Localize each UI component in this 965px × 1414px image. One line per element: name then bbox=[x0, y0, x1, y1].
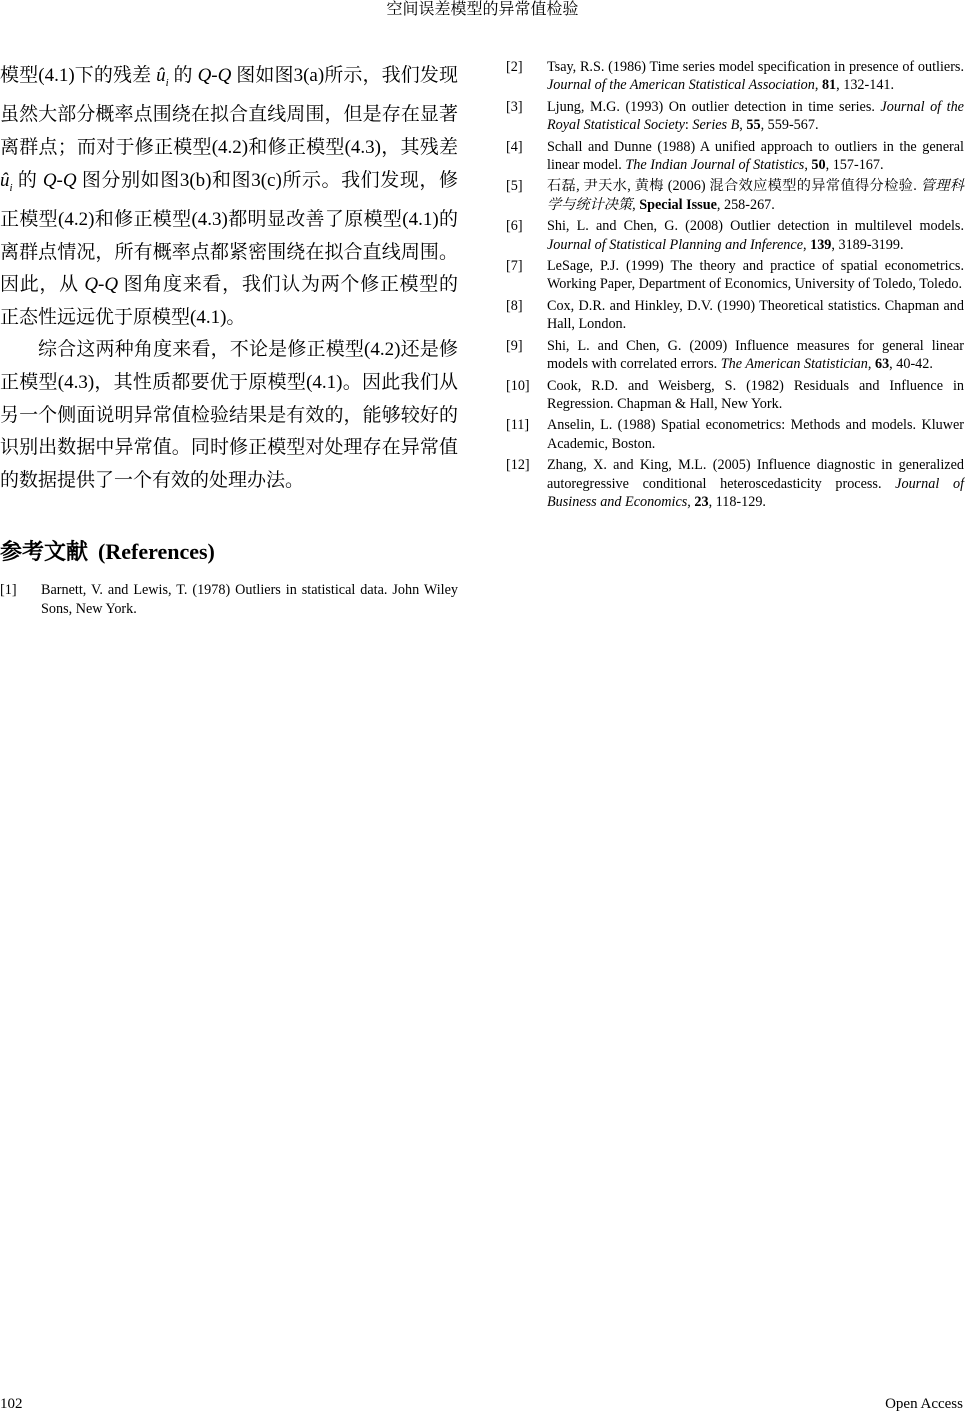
reference-text bbox=[547, 138, 964, 175]
reference-bold: 63 bbox=[874, 356, 890, 373]
reference-number: [3] bbox=[506, 98, 523, 115]
reference-italic: Journal of the American Statistical Association bbox=[547, 77, 815, 94]
italic-run: Q-Q bbox=[197, 65, 232, 86]
reference-run: , 258-267. bbox=[716, 196, 775, 213]
reference-run: , bbox=[804, 157, 812, 174]
italic-run: Q-Q bbox=[42, 169, 77, 191]
reference-text bbox=[547, 297, 964, 334]
text-run: 图角度来看，我们认为两个修正模型的正态性远远优于原模型(4.1)。 bbox=[0, 274, 458, 328]
reference-run: Ljung, M.G. (1993) On outlier detection in time series. bbox=[547, 98, 881, 115]
reference-item bbox=[506, 456, 964, 511]
reference-bold: Special Issue bbox=[639, 196, 717, 213]
reference-text bbox=[547, 456, 964, 511]
publisher-label: Open Access bbox=[885, 1396, 963, 1412]
reference-italic: Journal of the Royal Statistical Society bbox=[547, 98, 964, 134]
reference-run: , 559-567. bbox=[760, 117, 819, 134]
reference-item bbox=[506, 416, 964, 453]
reference-item bbox=[506, 377, 964, 414]
reference-number: [9] bbox=[506, 337, 523, 354]
left-column bbox=[0, 60, 458, 621]
references-heading bbox=[0, 537, 458, 567]
reference-number: [7] bbox=[506, 258, 523, 275]
reference-run: LeSage, P.J. (1999) The theory and practice of spatial econometrics. Working Paper, Department of Economics, University of Toledo, Toledo. bbox=[547, 258, 964, 293]
reference-run: Zhang, X. and King, M.L. (2005) Influence diagnostic in generalized autoregressive conditional heteroscedasticity process. bbox=[547, 457, 964, 492]
reference-item bbox=[506, 98, 964, 135]
reference-item bbox=[506, 297, 964, 334]
text-run: 模型(4.1)下的残差 bbox=[0, 65, 157, 86]
reference-bold: 23 bbox=[694, 493, 709, 510]
reference-item bbox=[506, 138, 964, 175]
reference-number: [10] bbox=[506, 377, 530, 394]
text-run: 图如图3(a)所示，我们发现虽然大部分概率点围绕在拟合直线周围，但是存在显著离群点；而对于修正模型(4.2)和修正模型(4.3)，其残差 bbox=[0, 65, 459, 158]
reference-run: , bbox=[632, 196, 640, 213]
reference-run: , 118-129. bbox=[708, 493, 766, 510]
reference-run: , bbox=[867, 356, 875, 373]
reference-list-right bbox=[506, 58, 964, 511]
reference-item bbox=[506, 257, 964, 294]
residual-symbol bbox=[156, 65, 169, 89]
reference-run: , bbox=[803, 236, 811, 253]
reference-italic: Journal of Statistical Planning and Inference bbox=[547, 236, 803, 253]
reference-run: , 40-42. bbox=[889, 356, 933, 373]
reference-bold: 55 bbox=[746, 117, 761, 134]
reference-italic: The Indian Journal of Statistics bbox=[625, 157, 805, 174]
reference-item bbox=[506, 337, 964, 374]
reference-run: , bbox=[687, 493, 695, 510]
text-run: 的 bbox=[12, 169, 43, 191]
reference-text bbox=[547, 337, 964, 374]
references-heading-en: (References) bbox=[98, 539, 215, 565]
residual-symbol-base: û bbox=[0, 169, 10, 191]
reference-number: [11] bbox=[506, 417, 530, 434]
page-number: 102 bbox=[0, 1396, 23, 1412]
reference-text bbox=[547, 98, 964, 135]
reference-bold: 81 bbox=[821, 77, 837, 94]
reference-run: , 157-167. bbox=[825, 157, 884, 174]
residual-symbol-base: û bbox=[156, 65, 166, 86]
reference-run: 石磊, 尹天水, 黄梅 (2006) 混合效应模型的异常值得分检验. bbox=[547, 178, 921, 195]
running-header: 空间误差模型的异常值检验 bbox=[386, 1, 579, 18]
reference-list-left bbox=[0, 581, 458, 618]
reference-bold: 139 bbox=[810, 236, 832, 253]
body-paragraph-2: 综合这两种角度来看，不论是修正模型(4.2)还是修正模型(4.3)，其性质都要优于原模型(4.1)。因此我们从另一个侧面说明异常值检验结果是有效的，能够较好的识别出数据中异常值。同时修正模型对处理存在异常值的数据提供了一个有效的处理办法。 bbox=[0, 339, 458, 491]
reference-number: [1] bbox=[0, 582, 17, 599]
reference-item bbox=[506, 58, 964, 95]
reference-number: [6] bbox=[506, 218, 523, 235]
reference-bold: 50 bbox=[811, 157, 826, 174]
reference-text bbox=[547, 257, 964, 294]
reference-run: Tsay, R.S. (1986) Time series model specification in presence of outliers. bbox=[547, 59, 964, 75]
reference-item bbox=[0, 581, 458, 618]
body-paragraph-1 bbox=[0, 60, 458, 334]
reference-italic: The American Statistician bbox=[720, 356, 868, 373]
reference-run: , 132-141. bbox=[836, 77, 895, 94]
right-column bbox=[506, 58, 964, 514]
residual-symbol-subscript: i bbox=[165, 76, 169, 89]
reference-italic: Series B bbox=[692, 117, 740, 134]
reference-number: [5] bbox=[506, 178, 523, 195]
reference-run: , bbox=[814, 77, 822, 94]
reference-run: Anselin, L. (1988) Spatial econometrics: Methods and models. Kluwer Academic, Boston. bbox=[547, 417, 964, 452]
reference-item bbox=[506, 177, 964, 214]
reference-run: , 3189-3199. bbox=[831, 236, 904, 253]
references-heading-zh: 参考文献 bbox=[0, 539, 89, 565]
reference-number: [2] bbox=[506, 59, 523, 75]
reference-item bbox=[506, 217, 964, 254]
reference-text bbox=[547, 177, 964, 214]
reference-italic: 管理科学与统计决策 bbox=[547, 178, 964, 213]
reference-number: [4] bbox=[506, 138, 523, 155]
reference-run: Schall and Dunne (1988) A unified approach to outliers in the general linear model. bbox=[547, 138, 964, 174]
reference-number: [8] bbox=[506, 297, 523, 314]
reference-text bbox=[547, 416, 964, 453]
reference-text bbox=[547, 217, 964, 254]
text-run: 的 bbox=[168, 65, 198, 86]
reference-text bbox=[547, 58, 964, 95]
reference-run: Barnett, V. and Lewis, T. (1978) Outliers in statistical data. John Wiley Sons, New York. bbox=[41, 582, 458, 617]
reference-italic: Journal of Business and Economics bbox=[547, 475, 965, 510]
reference-run: Shi, L. and Chen, G. (2008) Outlier detection in multilevel models. bbox=[547, 218, 964, 235]
residual-symbol-subscript: i bbox=[9, 181, 13, 194]
reference-run: Cook, R.D. and Weisberg, S. (1982) Residuals and Influence in Regression. Chapman & Hall, New York. bbox=[547, 377, 964, 412]
reference-run: Cox, D.R. and Hinkley, D.V. (1990) Theoretical statistics. Chapman and Hall, London. bbox=[547, 297, 964, 333]
residual-symbol bbox=[0, 169, 13, 194]
reference-text bbox=[547, 377, 964, 414]
reference-text bbox=[41, 581, 458, 618]
reference-number: [12] bbox=[506, 457, 530, 474]
reference-run: Shi, L. and Chen, G. (2009) Influence measures for general linear models with correlated errors. bbox=[547, 337, 964, 373]
italic-run: Q-Q bbox=[84, 274, 119, 296]
reference-run: , bbox=[739, 117, 747, 134]
reference-run: : bbox=[684, 117, 693, 134]
text-run: 图分别如图3(b)和图3(c)所示。我们发现，修正模型(4.2)和修正模型(4.3)都明显改善了原模型(4.1)的离群点情况，所有概率点都紧密围绕在拟合直线周围。因此，从 bbox=[0, 169, 458, 296]
